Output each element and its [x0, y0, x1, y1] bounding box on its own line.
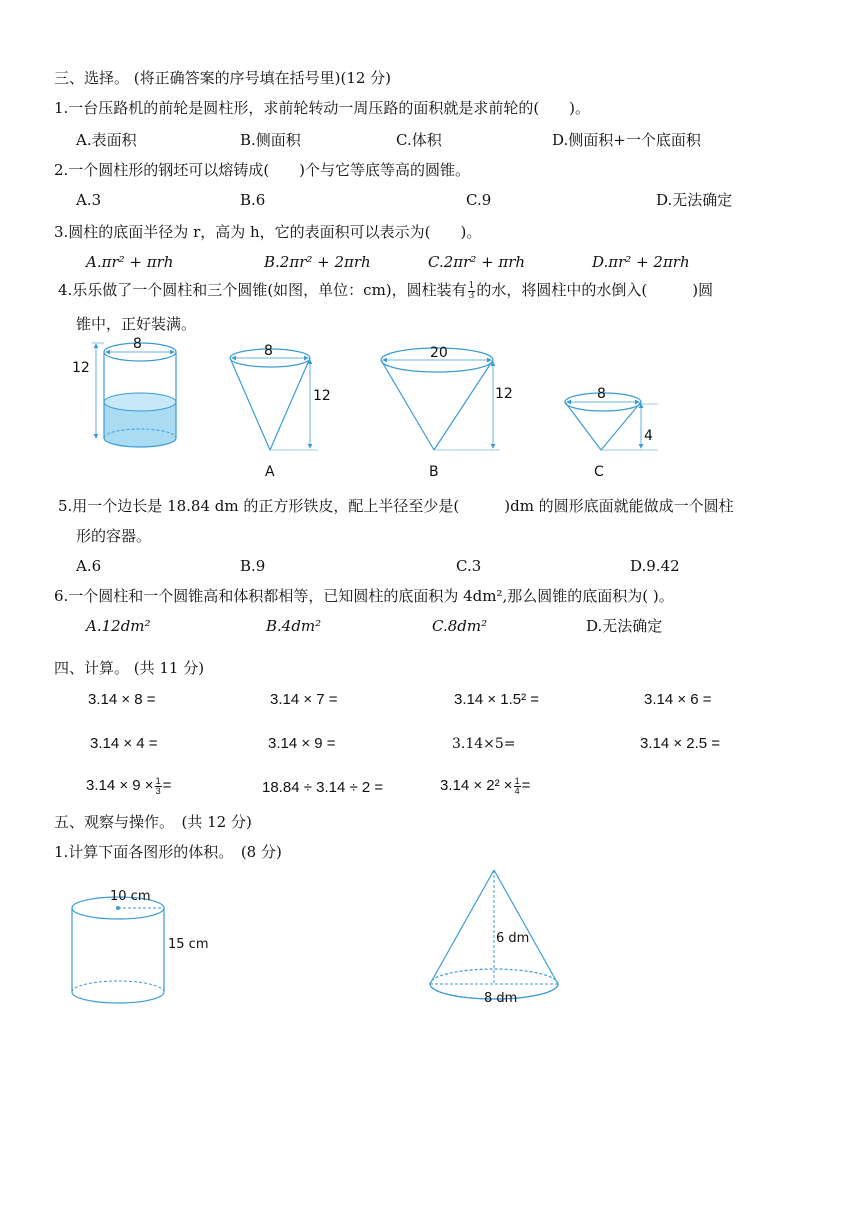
cone-b-height-label: 12: [495, 386, 513, 402]
section5-heading: 五、观察与操作。 (共 12 分): [54, 813, 252, 831]
question-3-stem: 3.圆柱的底面半径为 r，高为 h，它的表面积可以表示为( )。: [54, 223, 482, 241]
cylinder-radius-label: 10 cm: [110, 889, 151, 904]
question-4-stem-line2: 锥中，正好装满。: [76, 315, 197, 333]
cone-diameter-label: 8 dm: [484, 991, 518, 1006]
q4-figures: [0, 330, 860, 490]
calc-item: 3.14 × 9 =: [268, 735, 336, 752]
q2-option-d: D.无法确定: [656, 191, 733, 209]
q1-option-c: C.体积: [396, 131, 442, 149]
water-cylinder-figure: [72, 336, 176, 447]
calc-a-num: 1: [155, 775, 161, 786]
q3-option-c: C.2πr² + πrh: [428, 253, 526, 271]
cyl-diameter-label: 8: [133, 336, 142, 352]
q6-option-c: C.8dm²: [432, 617, 488, 635]
q2-option-b: B.6: [240, 191, 266, 209]
q1-option-b: B.侧面积: [240, 131, 301, 149]
calc-item: 3.14 × 8 =: [88, 691, 156, 708]
calc-item: 3.14 × 2.5 =: [640, 735, 721, 752]
calc-item: 3.14 × 6 =: [644, 691, 712, 708]
cone-b-label: B: [429, 464, 439, 480]
cone-a-figure: [230, 343, 331, 480]
question-2-stem: 2.一个圆柱形的钢坯可以熔铸成( )个与它等底等高的圆锥。: [54, 161, 471, 179]
section4-heading: 四、计算。 (共 11 分): [54, 659, 205, 677]
cone-c-figure: [565, 386, 658, 480]
calc-item-fraction-a: [86, 776, 171, 796]
cylinder-height-label: 15 cm: [168, 937, 209, 952]
question-4-stem: [58, 280, 713, 301]
calc-item: 3.14 × 1.5² =: [454, 691, 540, 708]
volume-cone-figure: [430, 870, 558, 1006]
calc-c-den: 4: [514, 785, 520, 796]
q4-stem-post: 的水，将圆柱中的水倒入( )圆: [476, 281, 714, 299]
calc-a-post: =: [162, 777, 172, 794]
cone-a-height-label: 12: [313, 388, 331, 404]
calc-a-pre: 3.14 × 9 ×: [86, 777, 154, 794]
question-5-stem: 5.用一个边长是 18.84 dm 的正方形铁皮，配上半径至少是( )dm 的圆形底面就能做成一个圆柱: [58, 497, 734, 515]
q4-stem-pre: 4.乐乐做了一个圆柱和三个圆锥(如图，单位：cm)，圆柱装有: [58, 281, 467, 299]
cone-a-label: A: [265, 464, 275, 480]
q2-option-c: C.9: [466, 191, 492, 209]
calc-c-pre: 3.14 × 2² ×: [440, 777, 513, 794]
section3-heading: 三、选择。 (将正确答案的序号填在括号里)(12 分): [54, 69, 392, 87]
cone-c-label: C: [594, 464, 604, 480]
section5-question-1: 1.计算下面各图形的体积。 (8 分): [54, 843, 282, 861]
q6-option-b: B.4dm²: [266, 617, 322, 635]
q5-option-c: C.3: [456, 557, 482, 575]
question-6-stem: 6.一个圆柱和一个圆锥高和体积都相等，已知圆柱的底面积为 4dm²,那么圆锥的底面积为( )。: [54, 587, 674, 605]
q5-option-a: A.6: [76, 557, 102, 575]
q3-option-b: B.2πr² + 2πrh: [264, 253, 371, 271]
q5-option-d: D.9.42: [630, 557, 680, 575]
cone-b-diameter-label: 20: [430, 345, 448, 361]
q1-option-a: A.表面积: [76, 131, 137, 149]
q4-frac-den: 3: [468, 290, 475, 301]
q2-option-a: A.3: [76, 191, 102, 209]
calc-c-fraction: [514, 777, 521, 796]
calc-a-fraction: [155, 777, 162, 796]
question-5-stem-line2: 形的容器。: [76, 527, 152, 545]
calc-a-den: 3: [155, 785, 161, 796]
cone-a-diameter-label: 8: [264, 343, 273, 359]
q4-fraction: [468, 282, 476, 301]
cone-c-diameter-label: 8: [597, 386, 606, 402]
calc-item: 3.14 × 7 =: [270, 691, 338, 708]
q6-option-a: A.12dm²: [86, 617, 151, 635]
q1-option-d: D.侧面积+一个底面积: [552, 131, 701, 149]
cyl-height-label: 12: [72, 360, 90, 376]
calc-item-fraction-c: [440, 776, 530, 796]
volume-cylinder-figure: [72, 889, 209, 1003]
q3-option-a: A.πr² + πrh: [86, 253, 174, 271]
volume-figures: [0, 860, 860, 1020]
cone-c-height-label: 4: [644, 428, 653, 444]
q5-option-b: B.9: [240, 557, 266, 575]
calc-c-post: =: [521, 777, 531, 794]
calc-item: 18.84 ÷ 3.14 ÷ 2 =: [262, 779, 384, 796]
cone-height-label: 6 dm: [496, 931, 530, 946]
calc-item: 3.14×5=: [452, 736, 516, 752]
q3-option-d: D.πr² + 2πrh: [592, 253, 690, 271]
q6-option-d: D.无法确定: [586, 617, 663, 635]
question-1-stem: 1.一台压路机的前轮是圆柱形，求前轮转动一周压路的面积就是求前轮的( )。: [54, 99, 591, 117]
q4-frac-num: 1: [468, 280, 475, 291]
calc-item: 3.14 × 4 =: [90, 735, 158, 752]
cone-b-figure: [381, 345, 513, 480]
calc-c-num: 1: [514, 775, 520, 786]
